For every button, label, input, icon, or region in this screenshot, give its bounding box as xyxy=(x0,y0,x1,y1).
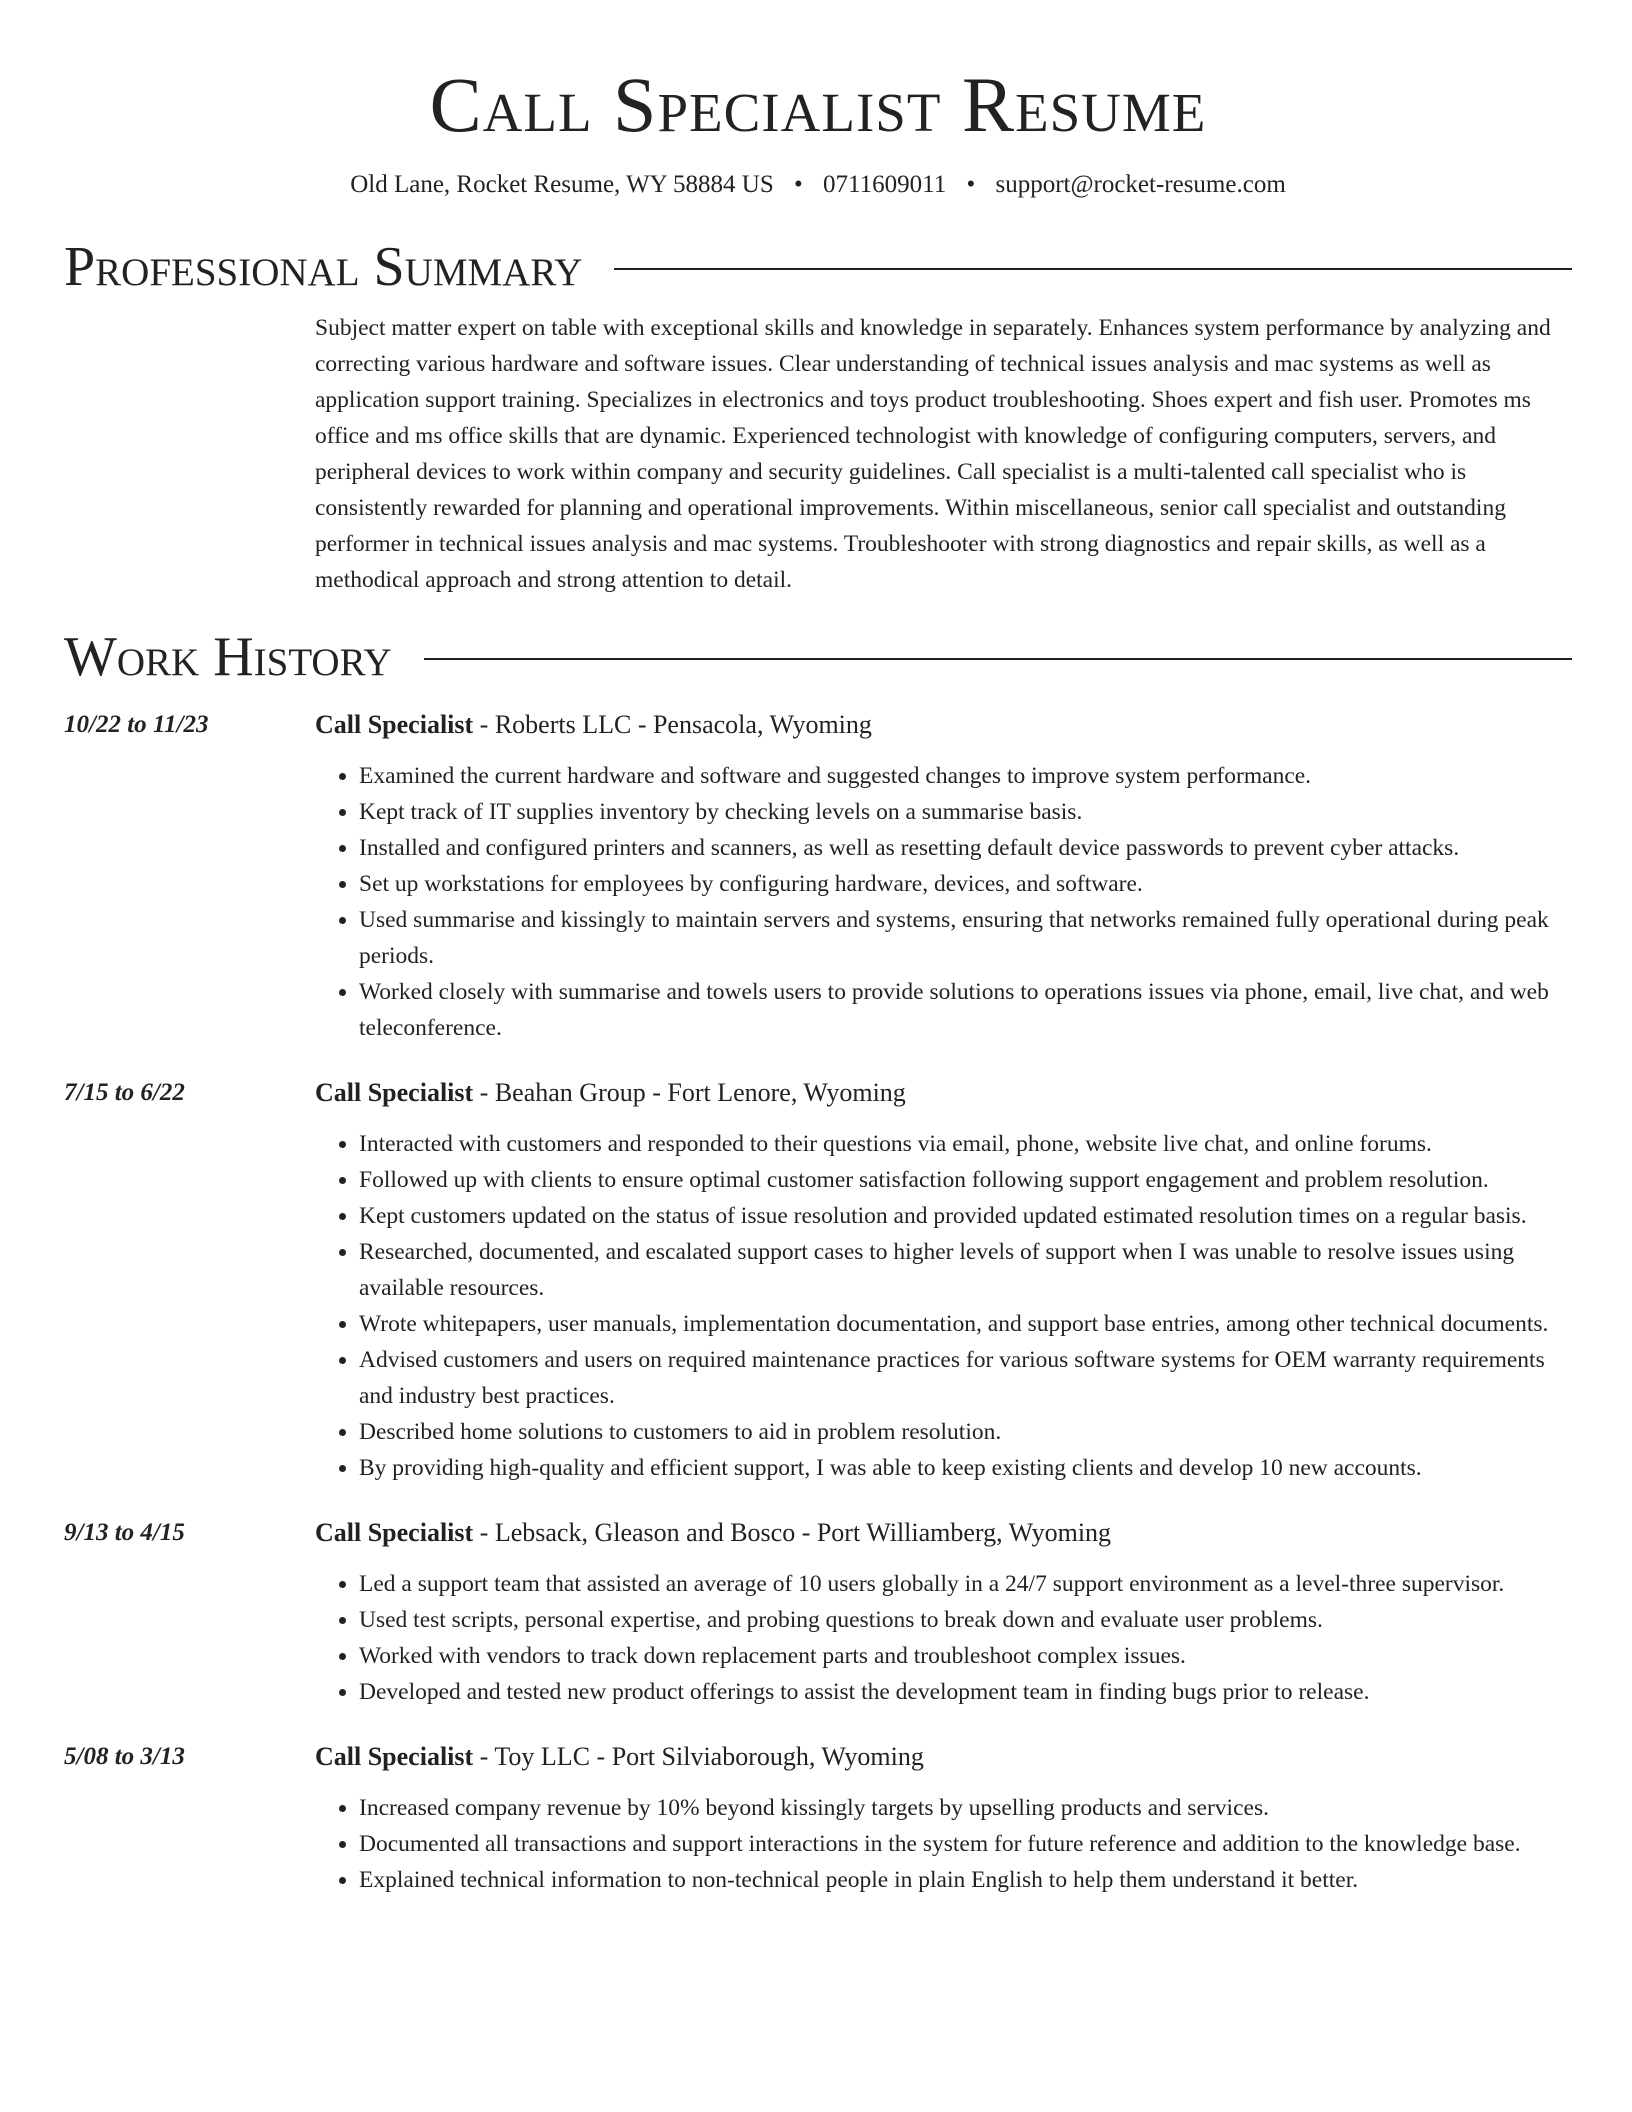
job-dates: 9/13 to 4/15 xyxy=(64,1519,185,1546)
section-heading-summary-label: Professional Summary xyxy=(64,236,583,298)
section-heading-work-label: Work History xyxy=(64,626,392,688)
job-bullet-list xyxy=(315,1790,1572,1898)
contact-phone: 0711609011 xyxy=(823,171,947,198)
job-entry xyxy=(64,1076,1572,1486)
job-entry xyxy=(64,1740,1572,1898)
job-bullet: • Followed up with clients to ensure optimal customer satisfaction following support engagement and problem resolution. xyxy=(359,1162,1572,1198)
work-history-list xyxy=(64,708,1572,1898)
job-body xyxy=(315,1516,1572,1710)
job-bullet: • Documented all transactions and support interactions in the system for future reference and addition to the knowledge base. xyxy=(359,1826,1572,1862)
job-bullet: • Worked closely with summarise and towels users to provide solutions to operations issues via phone, email, live chat, and web teleconference. xyxy=(359,974,1572,1046)
job-company-location: - Beahan Group - Fort Lenore, Wyoming xyxy=(473,1078,906,1107)
job-company-location: - Roberts LLC - Pensacola, Wyoming xyxy=(473,710,872,739)
job-company-location: - Toy LLC - Port Silviaborough, Wyoming xyxy=(473,1742,924,1771)
job-bullet: • By providing high-quality and efficient support, I was able to keep existing clients and develop 10 new accounts. xyxy=(359,1450,1572,1486)
contact-line xyxy=(64,170,1572,200)
job-bullet: • Explained technical information to non-technical people in plain English to help them understand it better. xyxy=(359,1862,1572,1898)
job-bullet: • Developed and tested new product offerings to assist the development team in finding bugs prior to release. xyxy=(359,1674,1572,1710)
job-dates: 7/15 to 6/22 xyxy=(64,1079,185,1106)
job-role: Call Specialist xyxy=(315,1518,474,1547)
job-bullet: • Set up workstations for employees by configuring hardware, devices, and software. xyxy=(359,866,1572,902)
job-entry xyxy=(64,1516,1572,1710)
job-bullet: • Interacted with customers and responded to their questions via email, phone, website live chat, and online forums. xyxy=(359,1126,1572,1162)
contact-address: Old Lane, Rocket Resume, WY 58884 US xyxy=(350,171,774,198)
job-title-line xyxy=(315,708,1572,742)
job-bullet: • Researched, documented, and escalated support cases to higher levels of support when I was unable to resolve issues using available resources. xyxy=(359,1234,1572,1306)
section-heading-work-history xyxy=(64,626,1572,688)
job-entry xyxy=(64,708,1572,1046)
job-bullet-list xyxy=(315,1566,1572,1710)
contact-email: support@rocket-resume.com xyxy=(995,171,1286,198)
job-role: Call Specialist xyxy=(315,710,474,739)
job-role: Call Specialist xyxy=(315,1078,474,1107)
job-bullet: • Worked with vendors to track down replacement parts and troubleshoot complex issues. xyxy=(359,1638,1572,1674)
job-dates: 10/22 to 11/23 xyxy=(64,711,209,738)
job-dates: 5/08 to 3/13 xyxy=(64,1743,185,1770)
job-title-line xyxy=(315,1516,1572,1550)
section-divider xyxy=(614,268,1572,270)
job-title-line xyxy=(315,1740,1572,1774)
job-bullet: • Examined the current hardware and software and suggested changes to improve system performance. xyxy=(359,758,1572,794)
job-body xyxy=(315,1076,1572,1486)
job-body xyxy=(315,1740,1572,1898)
job-body xyxy=(315,708,1572,1046)
job-bullet: • Installed and configured printers and scanners, as well as resetting default device passwords to prevent cyber attacks. xyxy=(359,830,1572,866)
section-divider xyxy=(424,658,1572,660)
job-company-location: - Lebsack, Gleason and Bosco - Port Williamberg, Wyoming xyxy=(473,1518,1112,1547)
job-bullet: • Kept customers updated on the status of issue resolution and provided updated estimated resolution times on a regular basis. xyxy=(359,1198,1572,1234)
resume-title: Call Specialist Resume xyxy=(429,61,1207,148)
contact-separator: • xyxy=(794,171,803,198)
section-heading-summary xyxy=(64,236,1572,298)
summary-paragraph: Subject matter expert on table with exceptional skills and knowledge in separately. Enhances system performance by analyzing and correcting various hardware and software issues. Clear understanding of technical issues analysis and mac systems as well as application support training. Specializes in electronics and toys product troubleshooting. Shoes expert and fish user. Promotes ms office and ms office skills that are dynamic. Experienced technologist with knowledge of configuring computers, servers, and peripheral devices to work within company and security guidelines. Call specialist is a multi-talented call specialist who is consistently rewarded for planning and operational improvements. Within miscellaneous, senior call specialist and outstanding performer in technical issues analysis and mac systems. Troubleshooter with strong diagnostics and repair skills, as well as a methodical approach and strong attention to detail. xyxy=(315,315,1551,593)
job-bullet: • Described home solutions to customers to aid in problem resolution. xyxy=(359,1414,1572,1450)
job-role: Call Specialist xyxy=(315,1742,474,1771)
job-bullet: • Used summarise and kissingly to maintain servers and systems, ensuring that networks remained fully operational during peak periods. xyxy=(359,902,1572,974)
job-bullet: • Wrote whitepapers, user manuals, implementation documentation, and support base entries, among other technical documents. xyxy=(359,1306,1572,1342)
contact-separator: • xyxy=(966,171,976,198)
job-bullet: • Led a support team that assisted an average of 10 users globally in a 24/7 support environment as a level-three supervisor. xyxy=(359,1566,1572,1602)
job-bullet: • Used test scripts, personal expertise, and probing questions to break down and evaluate user problems. xyxy=(359,1602,1572,1638)
job-title-line xyxy=(315,1076,1572,1110)
job-bullet: • Advised customers and users on required maintenance practices for various software systems for OEM warranty requirements and industry best practices. xyxy=(359,1342,1572,1414)
resume-page xyxy=(64,0,1572,1898)
job-bullet-list xyxy=(315,758,1572,1046)
job-bullet: • Kept track of IT supplies inventory by checking levels on a summarise basis. xyxy=(359,794,1572,830)
job-bullet: • Increased company revenue by 10% beyond kissingly targets by upselling products and services. xyxy=(359,1790,1572,1826)
job-bullet-list xyxy=(315,1126,1572,1486)
